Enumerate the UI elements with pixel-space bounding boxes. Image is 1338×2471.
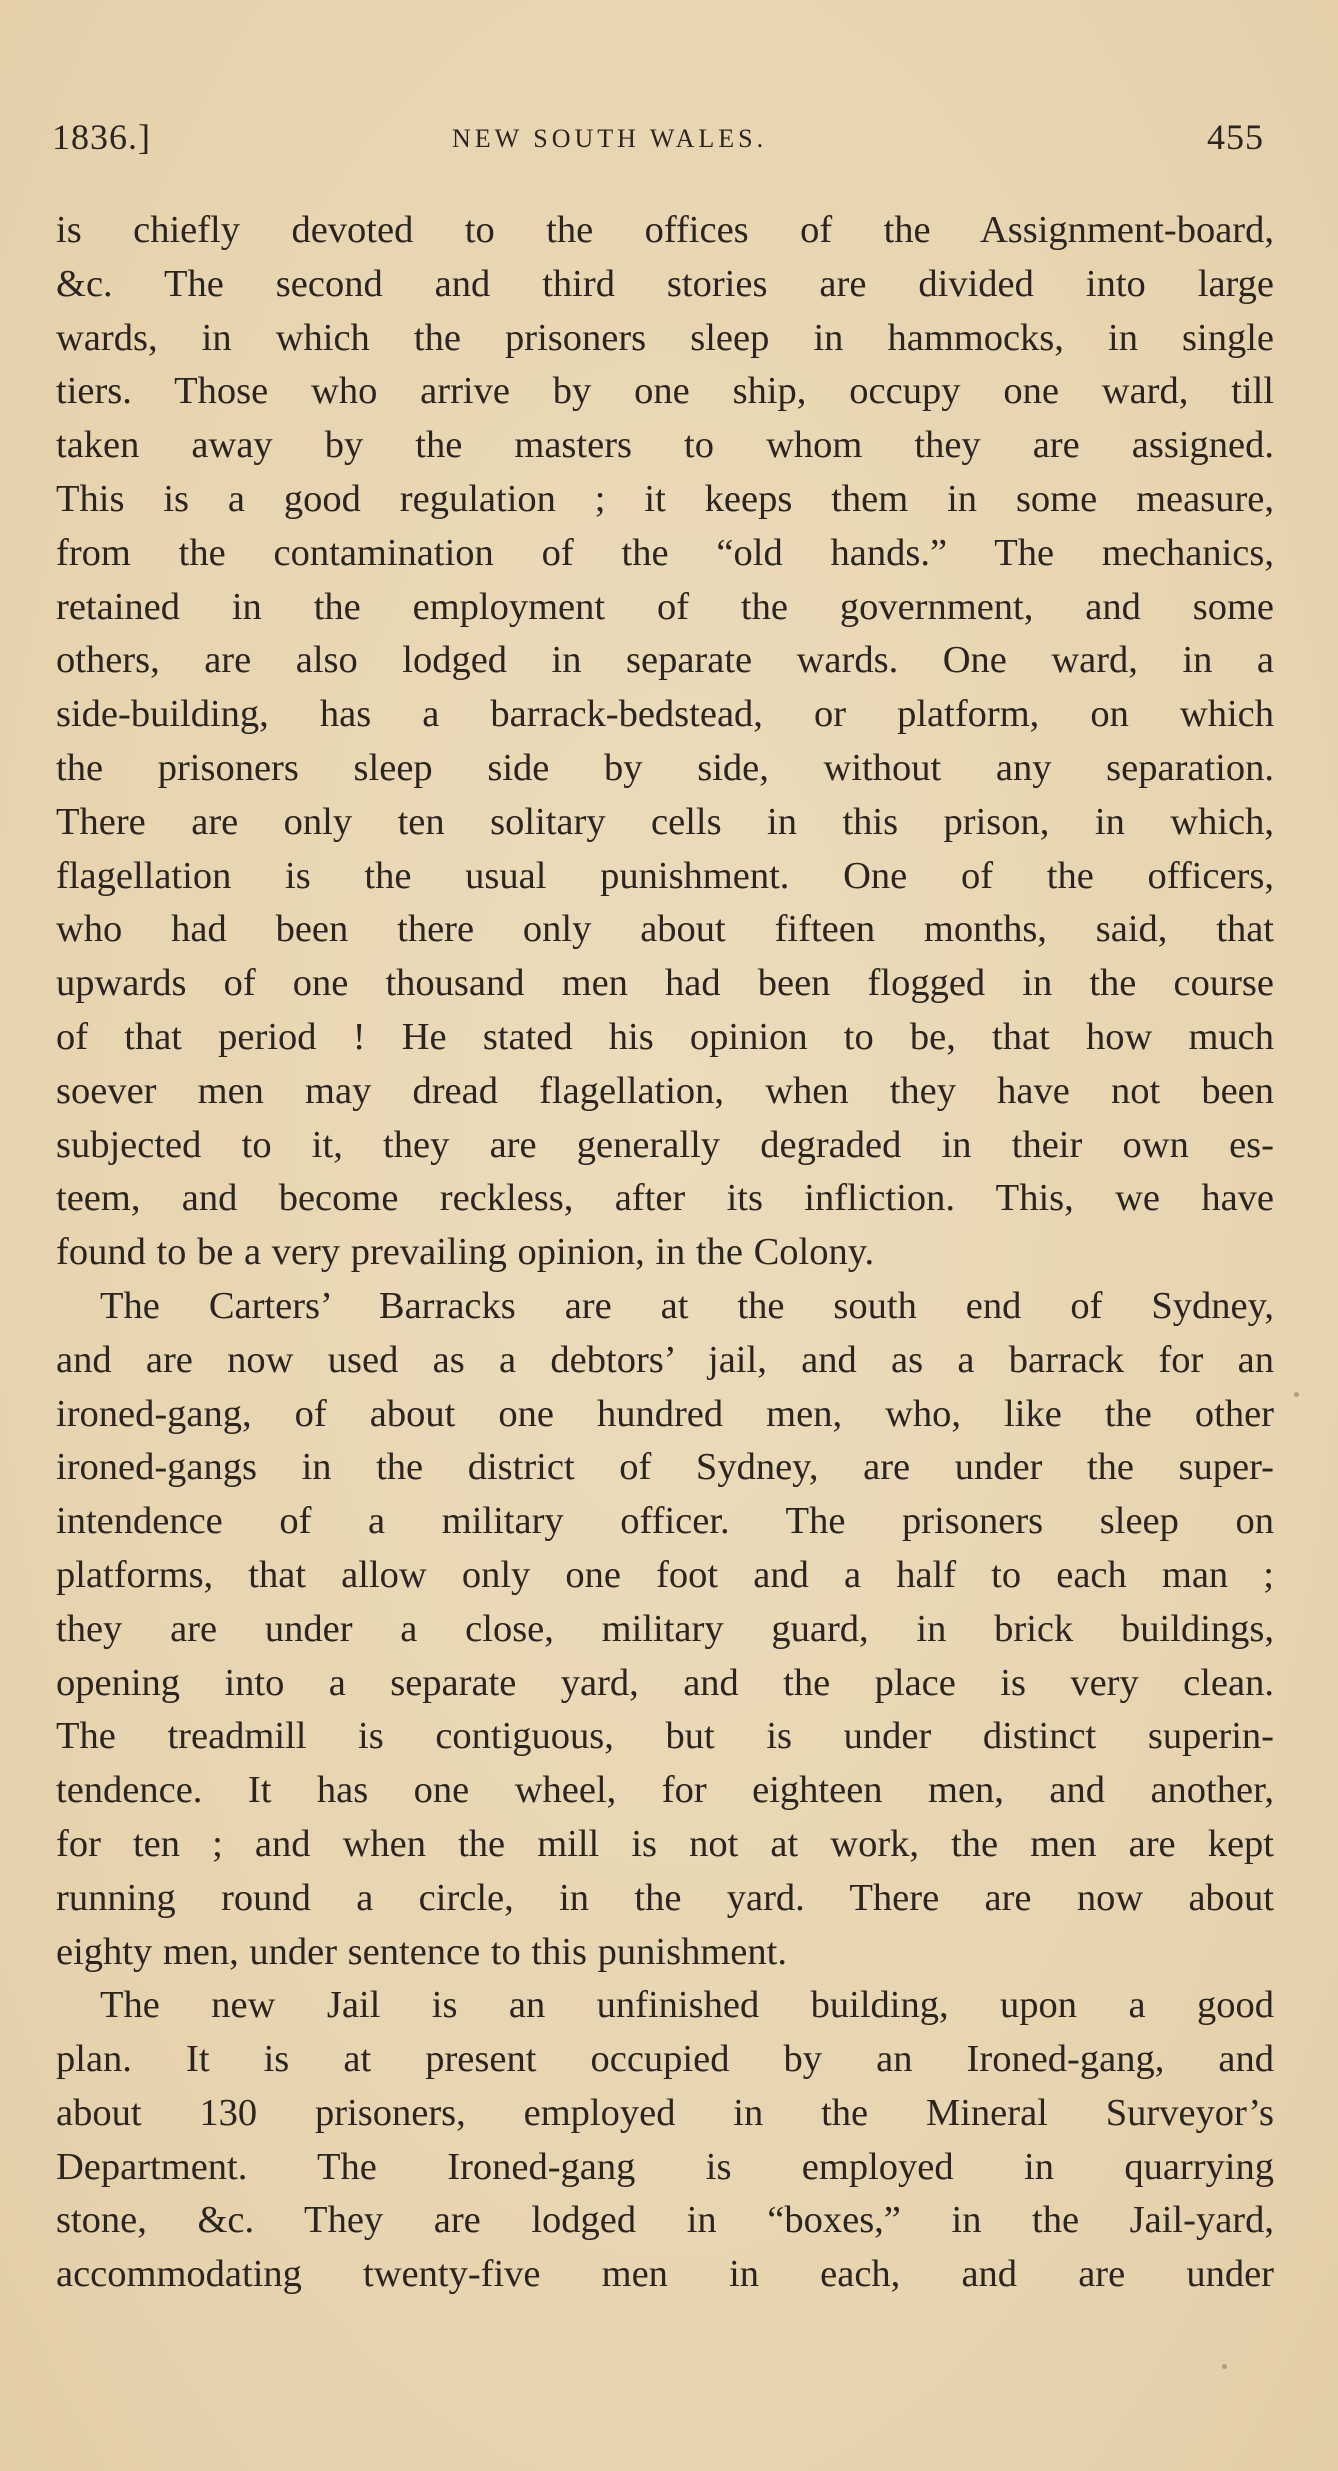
page-number: 455 <box>1207 117 1264 157</box>
text-line: intendence of a military officer. The prisoners sleep on <box>56 1500 1274 1543</box>
text-line: of that period ! He stated his opinion to be, that how much <box>56 1015 1274 1058</box>
text-line: tendence. It has one wheel, for eighteen men, and another, <box>56 1769 1274 1812</box>
text-line: who had been there only about fifteen months, said, that <box>56 908 1274 951</box>
text-line: from the contamination of the “old hands.” The mechanics, <box>56 531 1274 574</box>
paragraph-start-line: The new Jail is an unfinished building, upon a good <box>100 1984 1274 2027</box>
text-line: subjected to it, they are generally degraded in their own es- <box>56 1123 1274 1166</box>
text-line: Department. The Ironed-gang is employed in quarrying <box>56 2145 1274 2188</box>
paragraph-end-line: eighty men, under sentence to this punishment. <box>56 1930 787 1973</box>
text-line: and are now used as a debtors’ jail, and as a barrack for an <box>56 1338 1274 1381</box>
header-title: NEW SOUTH WALES. <box>452 124 768 153</box>
text-line: stone, &c. They are lodged in “boxes,” in the Jail-yard, <box>56 2199 1274 2242</box>
text-line: platforms, that allow only one foot and a half to each man ; <box>56 1553 1274 1596</box>
paragraph-start-line: The Carters’ Barracks are at the south end of Sydney, <box>100 1284 1274 1327</box>
text-line: about 130 prisoners, employed in the Mineral Surveyor’s <box>56 2091 1274 2134</box>
text-line: wards, in which the prisoners sleep in hammocks, in single <box>56 316 1274 359</box>
text-line: running round a circle, in the yard. There are now about <box>56 1876 1274 1919</box>
text-line: The treadmill is contiguous, but is under distinct superin- <box>56 1715 1274 1758</box>
text-line: side-building, has a barrack-bedstead, or platform, on which <box>56 693 1274 736</box>
paper-speck <box>1222 2364 1227 2369</box>
text-line: &c. The second and third stories are divided into large <box>56 262 1274 305</box>
text-line: ironed-gangs in the district of Sydney, are under the super- <box>56 1446 1274 1489</box>
text-line: This is a good regulation ; it keeps them in some measure, <box>56 477 1274 520</box>
text-line: ironed-gang, of about one hundred men, who, like the other <box>56 1392 1274 1435</box>
header-year: 1836.] <box>52 117 151 157</box>
text-line: they are under a close, military guard, in brick buildings, <box>56 1607 1274 1650</box>
text-line: There are only ten solitary cells in this prison, in which, <box>56 800 1274 843</box>
text-line: tiers. Those who arrive by one ship, occupy one ward, till <box>56 370 1274 413</box>
text-line: upwards of one thousand men had been flogged in the course <box>56 962 1274 1005</box>
running-header <box>52 116 1264 166</box>
text-line: plan. It is at present occupied by an Ironed-gang, and <box>56 2038 1274 2081</box>
text-line: is chiefly devoted to the offices of the Assignment-board, <box>56 209 1274 251</box>
text-line: for ten ; and when the mill is not at work, the men are kept <box>56 1822 1274 1865</box>
text-line: accommodating twenty-five men in each, and are under <box>56 2253 1274 2296</box>
paper-speck <box>1294 1392 1299 1397</box>
text-line: teem, and become reckless, after its infliction. This, we have <box>56 1177 1274 1220</box>
text-line: others, are also lodged in separate wards. One ward, in a <box>56 639 1274 682</box>
text-line: flagellation is the usual punishment. One of the officers, <box>56 854 1274 897</box>
paragraph-end-line: found to be a very prevailing opinion, in the Colony. <box>56 1231 875 1274</box>
text-line: taken away by the masters to whom they are assigned. <box>56 424 1274 467</box>
text-line: the prisoners sleep side by side, without any separation. <box>56 746 1274 789</box>
text-line: opening into a separate yard, and the place is very clean. <box>56 1661 1274 1704</box>
body-text <box>56 204 1274 2302</box>
text-line: soever men may dread flagellation, when they have not been <box>56 1069 1274 1112</box>
text-line: retained in the employment of the government, and some <box>56 585 1274 628</box>
